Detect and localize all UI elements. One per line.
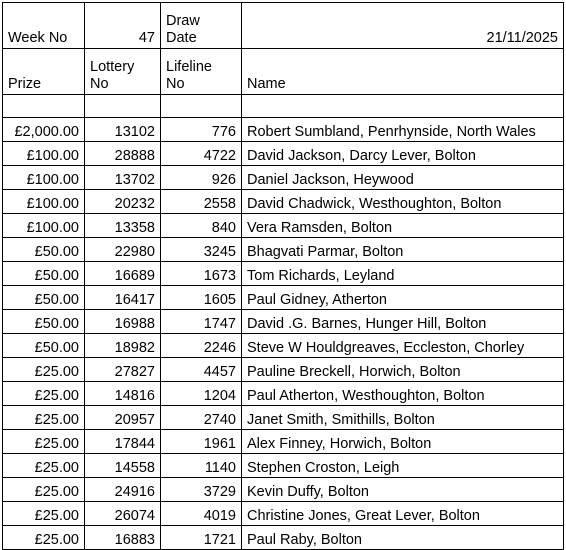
week-value-cell: [85, 3, 161, 49]
winner-row: [3, 526, 564, 550]
lifeline-header-line1: Lifeline: [166, 59, 212, 75]
prize-cell: £25.00: [3, 382, 85, 406]
lifeline-number-cell: 3729: [161, 478, 242, 502]
winner-name-cell: Stephen Croston, Leigh: [242, 454, 564, 478]
prize-cell: £25.00: [3, 502, 85, 526]
lifeline-number-cell: 1605: [161, 286, 242, 310]
lifeline-number-cell: 3245: [161, 238, 242, 262]
name-header-label: Name: [247, 76, 286, 92]
prize-cell: £50.00: [3, 310, 85, 334]
lifeline-number-cell: 4457: [161, 358, 242, 382]
winner-row: [3, 310, 564, 334]
prize-cell: £50.00: [3, 262, 85, 286]
winner-row: [3, 190, 564, 214]
draw-date-label-line2: Date: [166, 30, 197, 46]
lifeline-number-cell: 1961: [161, 430, 242, 454]
lottery-number-cell: 16988: [85, 310, 161, 334]
prize-cell: £25.00: [3, 430, 85, 454]
winner-row: [3, 142, 564, 166]
results-sheet: [2, 2, 564, 550]
winner-row: [3, 406, 564, 430]
prize-cell: £25.00: [3, 406, 85, 430]
prize-cell: £25.00: [3, 478, 85, 502]
week-value: 47: [138, 30, 155, 46]
lifeline-number-cell: 1721: [161, 526, 242, 550]
lottery-number-cell: 20957: [85, 406, 161, 430]
results-table: [2, 2, 564, 550]
winner-name-cell: Daniel Jackson, Heywood: [242, 166, 564, 190]
winner-row: [3, 334, 564, 358]
lottery-number-cell: 16417: [85, 286, 161, 310]
winner-name-cell: Alex Finney, Horwich, Bolton: [242, 430, 564, 454]
prize-cell: £50.00: [3, 334, 85, 358]
week-label-cell: [3, 3, 85, 49]
lifeline-number-cell: 2246: [161, 334, 242, 358]
lottery-number-cell: 27827: [85, 358, 161, 382]
winner-row: [3, 382, 564, 406]
winner-row: [3, 502, 564, 526]
lottery-number-cell: 13358: [85, 214, 161, 238]
column-header-row: [3, 49, 564, 95]
winner-name-cell: Bhagvati Parmar, Bolton: [242, 238, 564, 262]
lottery-number-cell: 22980: [85, 238, 161, 262]
prize-cell: £25.00: [3, 358, 85, 382]
lifeline-number-cell: 840: [161, 214, 242, 238]
winner-name-cell: Vera Ramsden, Bolton: [242, 214, 564, 238]
winner-name-cell: Janet Smith, Smithills, Bolton: [242, 406, 564, 430]
prize-cell: £50.00: [3, 286, 85, 310]
prize-header: [3, 49, 85, 95]
draw-date-label-line1: Draw: [166, 13, 200, 29]
winner-row: [3, 430, 564, 454]
lottery-number-cell: 14558: [85, 454, 161, 478]
winner-row: [3, 454, 564, 478]
lottery-number-cell: 16883: [85, 526, 161, 550]
prize-header-label: Prize: [8, 76, 42, 92]
lottery-number-cell: 13102: [85, 118, 161, 142]
draw-date-label-cell: [161, 3, 242, 49]
lifeline-header: [161, 49, 242, 95]
blank-cell: [242, 95, 564, 118]
winner-name-cell: Paul Raby, Bolton: [242, 526, 564, 550]
prize-cell: £100.00: [3, 142, 85, 166]
lifeline-number-cell: 926: [161, 166, 242, 190]
winner-name-cell: Kevin Duffy, Bolton: [242, 478, 564, 502]
lottery-number-cell: 26074: [85, 502, 161, 526]
winner-name-cell: Tom Richards, Leyland: [242, 262, 564, 286]
lottery-number-cell: 24916: [85, 478, 161, 502]
lifeline-number-cell: 1140: [161, 454, 242, 478]
winner-name-cell: Paul Atherton, Westhoughton, Bolton: [242, 382, 564, 406]
lifeline-number-cell: 1747: [161, 310, 242, 334]
winner-name-cell: David Jackson, Darcy Lever, Bolton: [242, 142, 564, 166]
winner-name-cell: Christine Jones, Great Lever, Bolton: [242, 502, 564, 526]
winner-name-cell: David .G. Barnes, Hunger Hill, Bolton: [242, 310, 564, 334]
blank-cell: [161, 95, 242, 118]
lottery-number-cell: 28888: [85, 142, 161, 166]
prize-cell: £25.00: [3, 454, 85, 478]
blank-cell: [85, 95, 161, 118]
winner-name-cell: Paul Gidney, Atherton: [242, 286, 564, 310]
winner-name-cell: Pauline Breckell, Horwich, Bolton: [242, 358, 564, 382]
winner-row: [3, 478, 564, 502]
prize-cell: £50.00: [3, 238, 85, 262]
prize-cell: £25.00: [3, 526, 85, 550]
lottery-number-cell: 13702: [85, 166, 161, 190]
lifeline-number-cell: 2740: [161, 406, 242, 430]
winner-name-cell: Robert Sumbland, Penrhynside, North Wales: [242, 118, 564, 142]
winner-row: [3, 166, 564, 190]
lifeline-header-line2: No: [166, 76, 185, 92]
lottery-number-cell: 16689: [85, 262, 161, 286]
lifeline-number-cell: 4019: [161, 502, 242, 526]
winner-name-cell: Steve W Houldgreaves, Eccleston, Chorley: [242, 334, 564, 358]
lottery-number-cell: 14816: [85, 382, 161, 406]
name-header: [242, 49, 564, 95]
winner-row: [3, 238, 564, 262]
lottery-header-line1: Lottery: [90, 59, 135, 75]
winner-row: [3, 286, 564, 310]
prize-cell: £2,000.00: [3, 118, 85, 142]
winner-row: [3, 118, 564, 142]
prize-cell: £100.00: [3, 214, 85, 238]
lifeline-number-cell: 1204: [161, 382, 242, 406]
draw-date-value-cell: [242, 3, 564, 49]
prize-cell: £100.00: [3, 190, 85, 214]
winner-row: [3, 358, 564, 382]
lottery-number-cell: 18982: [85, 334, 161, 358]
blank-cell: [3, 95, 85, 118]
lottery-number-cell: 17844: [85, 430, 161, 454]
lifeline-number-cell: 1673: [161, 262, 242, 286]
prize-cell: £100.00: [3, 166, 85, 190]
draw-date-value: 21/11/2025: [486, 30, 558, 46]
lottery-header: [85, 49, 161, 95]
lottery-header-line2: No: [90, 76, 109, 92]
lifeline-number-cell: 776: [161, 118, 242, 142]
winner-name-cell: David Chadwick, Westhoughton, Bolton: [242, 190, 564, 214]
winner-row: [3, 214, 564, 238]
week-label: Week No: [8, 30, 68, 46]
lifeline-number-cell: 4722: [161, 142, 242, 166]
week-header-row: [3, 3, 564, 49]
lottery-number-cell: 20232: [85, 190, 161, 214]
blank-row: [3, 95, 564, 118]
lifeline-number-cell: 2558: [161, 190, 242, 214]
winner-row: [3, 262, 564, 286]
